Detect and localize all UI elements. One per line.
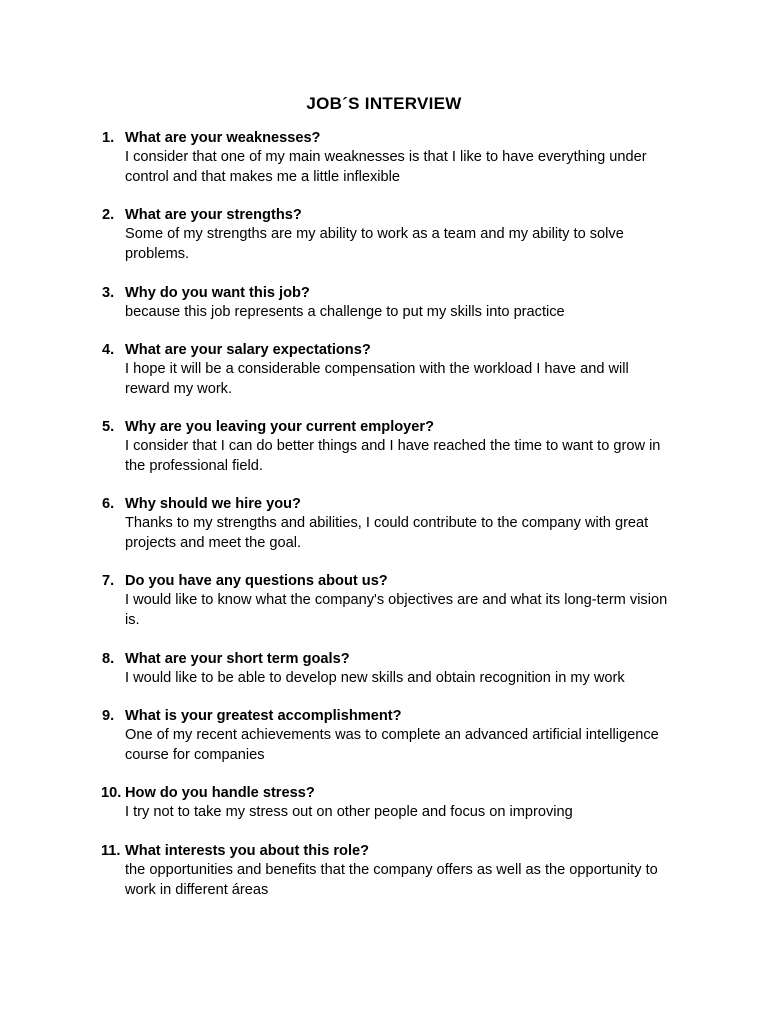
item-number: 3. — [102, 285, 115, 301]
item-number: 6. — [102, 496, 115, 512]
item-question: Do you have any questions about us? — [125, 573, 388, 589]
item-number: 5. — [102, 419, 115, 435]
item-answer: because this job represents a challenge to put my skills into practice — [125, 304, 565, 320]
page-title: JOB´S INTERVIEW — [306, 94, 462, 113]
item-number: 7. — [102, 573, 115, 589]
item-number: 8. — [102, 651, 115, 667]
item-question: What are your short term goals? — [125, 651, 350, 667]
item-question: How do you handle stress? — [125, 785, 315, 801]
item-number: 1. — [102, 130, 115, 146]
item-answer: I hope it will be a considerable compensation with the workload I have and will reward my work. — [125, 361, 629, 397]
item-number: 11. — [101, 843, 121, 859]
item-question: Why do you want this job? — [125, 285, 310, 301]
item-answer: One of my recent achievements was to complete an advanced artificial intelligence course for companies — [125, 727, 659, 763]
item-question: What are your strengths? — [125, 207, 302, 223]
item-answer: I would like to be able to develop new skills and obtain recognition in my work — [125, 670, 625, 686]
item-answer: Thanks to my strengths and abilities, I could contribute to the company with great projects and meet the goal. — [125, 515, 649, 551]
item-answer: I would like to know what the company's objectives are and what its long-term vision is. — [125, 592, 668, 628]
item-question: What interests you about this role? — [125, 843, 370, 859]
item-question: What are your salary expectations? — [125, 342, 371, 358]
item-answer: the opportunities and benefits that the company offers as well as the opportunity to work in different áreas — [125, 862, 658, 898]
item-question: Why are you leaving your current employer? — [125, 419, 434, 435]
item-question: What is your greatest accomplishment? — [125, 708, 402, 724]
item-number: 4. — [102, 342, 115, 358]
item-answer: I consider that I can do better things and I have reached the time to want to grow in the professional field. — [125, 438, 661, 474]
item-number: 2. — [102, 207, 115, 223]
item-number: 9. — [102, 708, 115, 724]
item-number: 10. — [101, 785, 122, 801]
item-answer: I consider that one of my main weaknesses is that I like to have everything under control and that makes me a little inflexible — [125, 149, 647, 185]
item-question: What are your weaknesses? — [125, 130, 321, 146]
item-answer: Some of my strengths are my ability to work as a team and my ability to solve problems. — [125, 226, 624, 262]
item-answer: I try not to take my stress out on other people and focus on improving — [125, 804, 573, 820]
item-question: Why should we hire you? — [125, 496, 301, 512]
